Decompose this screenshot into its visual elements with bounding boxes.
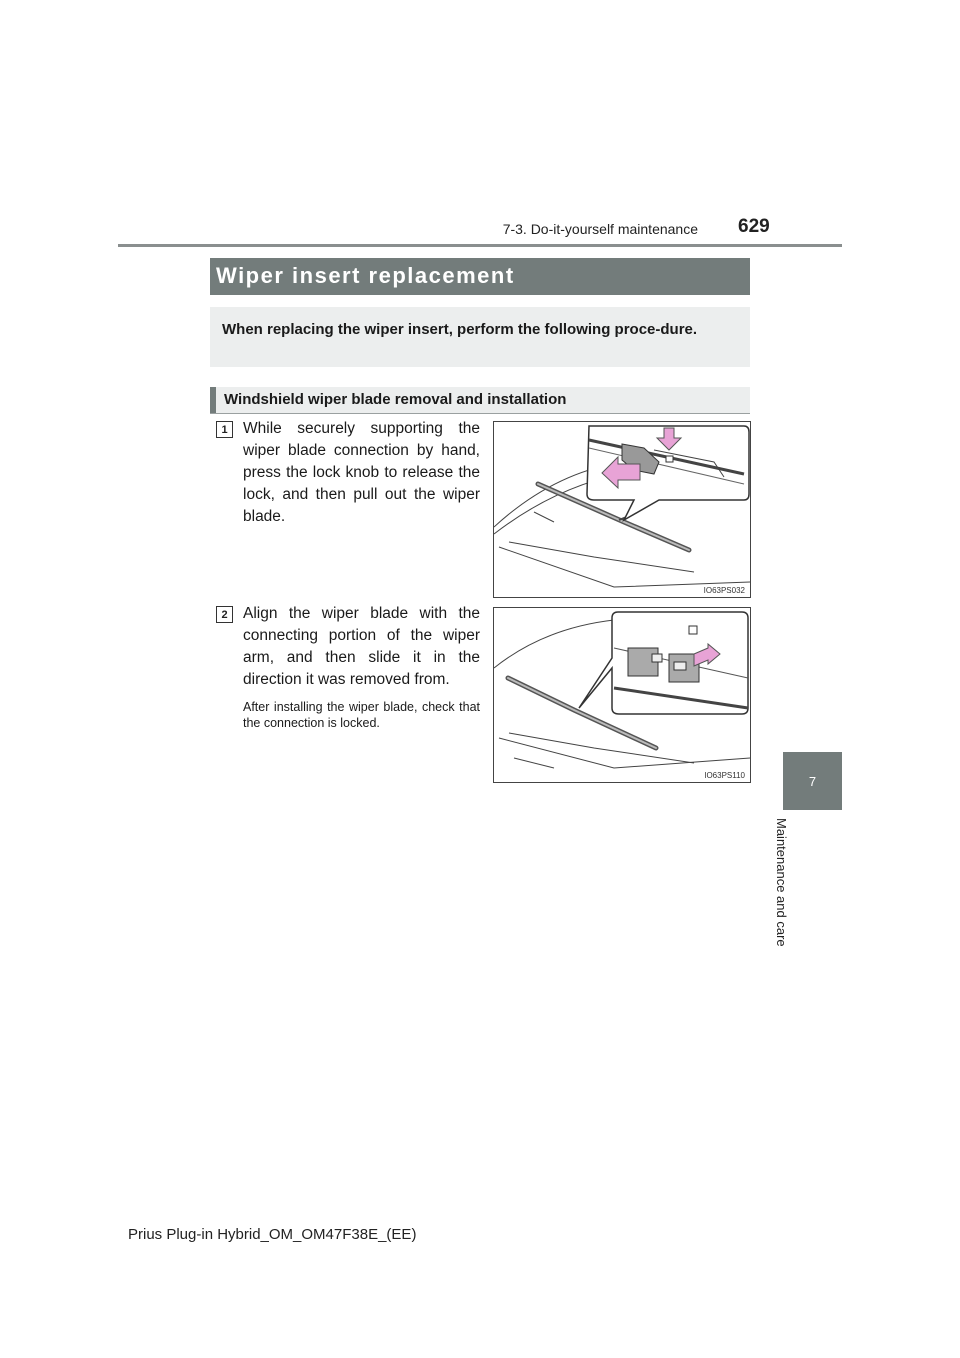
step-text-2: Align the wiper blade with the connecting portion of the wiper arm, and then slide it in the direction it was removed from. (243, 605, 480, 688)
chapter-side-label (774, 818, 810, 968)
figure-blade-removal (493, 421, 751, 598)
intro-text: When replacing the wiper insert, perform the following proce-dure. (222, 321, 698, 338)
figure-code-2: IO63PS110 (704, 771, 745, 780)
subsection-bar (210, 387, 750, 414)
section-title: Wiper insert replacement (216, 263, 515, 288)
figure-blade-installation (493, 607, 751, 783)
step-text-1: While securely supporting the wiper blade connection by hand, press the lock knob to release the lock, and then pull out the wiper blade. (243, 420, 480, 525)
blade-installation-illustration (494, 608, 750, 782)
intro-box (210, 307, 750, 367)
chapter-tab (783, 752, 842, 810)
step-number-1: 1 (216, 421, 233, 438)
subsection-accent (210, 387, 216, 413)
step-number-2: 2 (216, 606, 233, 623)
footer-document-id: Prius Plug-in Hybrid_OM_OM47F38E_(EE) (128, 1226, 417, 1243)
header-rule (118, 244, 842, 247)
running-header-section: 7-3. Do-it-yourself maintenance (502, 221, 698, 237)
section-title-bar (210, 258, 750, 295)
subsection-title: Windshield wiper blade removal and installation (224, 391, 567, 408)
page-number: 629 (738, 216, 770, 237)
chapter-number: 7 (808, 773, 817, 789)
blade-removal-illustration (494, 422, 750, 597)
figure-code-1: IO63PS032 (703, 586, 745, 595)
chapter-title: Maintenance and care (774, 818, 789, 947)
step-note-2: After installing the wiper blade, check that the connection is locked. (243, 700, 480, 730)
